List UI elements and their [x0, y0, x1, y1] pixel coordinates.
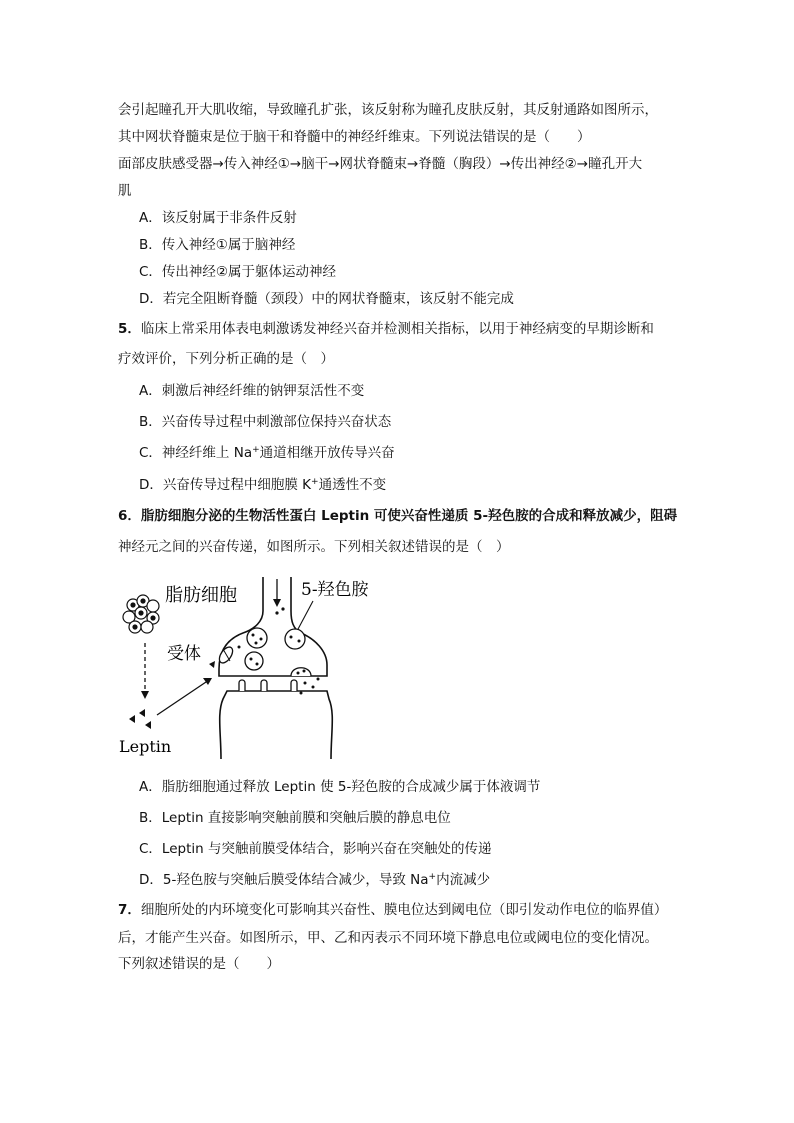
- q4-option-c: C．传出神经②属于躯体运动神经: [139, 264, 337, 280]
- q7-stem-line-3: 下列叙述错误的是（ ）: [118, 956, 280, 972]
- leptin-at-receptor-icon: [209, 661, 215, 668]
- q4-reflex-pathway-line-2: 肌: [118, 183, 132, 199]
- receptor-label: 受体: [167, 644, 201, 664]
- q4-option-b: B．传入神经①属于脑神经: [139, 237, 296, 253]
- vesicle: [245, 652, 263, 670]
- q5-stem-line-1: 5．临床上常采用体表电刺激诱发神经兴奋并检测相关指标，以用于神经病变的早期诊断和: [118, 321, 654, 337]
- impulse-arrowhead-icon: [273, 599, 281, 607]
- q6-number: 6．: [118, 508, 141, 524]
- synapse-diagram: [115, 573, 385, 763]
- q4-option-d: D．若完全阻断脊髓（颈段）中的网状脊髓束，该反射不能完成: [139, 291, 514, 307]
- q7-number: 7．: [118, 902, 141, 918]
- leptin-molecules-icon: [129, 709, 151, 729]
- secretion-arrowhead-icon: [141, 691, 149, 699]
- serotonin-dots-icon: [275, 607, 284, 614]
- q5-option-d: D．兴奋传导过程中细胞膜 K+通透性不变: [139, 477, 387, 493]
- q6-option-d: D．5-羟色胺与突触后膜受体结合减少，导致 Na+内流减少: [139, 872, 491, 888]
- q5-option-c: C．神经纤维上 Na+通道相继开放传导兴奋: [139, 445, 395, 461]
- q4-option-a: A．该反射属于非条件反射: [139, 210, 297, 226]
- q7-stem-line-1: 7．细胞所处的内环境变化可影响其兴奋性、膜电位达到阈电位（即引发动作电位的临界值）: [118, 902, 668, 918]
- vesicle: [247, 628, 267, 648]
- q4-stem-line-1: 会引起瞳孔开大肌收缩，导致瞳孔扩张，该反射称为瞳孔皮肤反射，其反射通路如图所示，: [118, 102, 658, 118]
- q7-stem-line-2: 后，才能产生兴奋。如图所示，甲、乙和丙表示不同环境下静息电位或阈电位的变化情况。: [118, 930, 658, 946]
- leptin-binding-arrow: [157, 680, 209, 715]
- fat-cell-label: 脂肪细胞: [165, 585, 237, 606]
- postsynaptic-membrane: [220, 691, 333, 759]
- synaptic-vesicles: [245, 628, 311, 676]
- q5-number: 5．: [118, 321, 141, 337]
- q4-stem-line-2: 其中网状脊髓束是位于脑干和脊髓中的神经纤维束。下列说法错误的是（ ）: [118, 129, 591, 145]
- q5-stem-line-2: 疗效评价，下列分析正确的是（ ）: [118, 351, 334, 367]
- q5-option-b: B．兴奋传导过程中刺激部位保持兴奋状态: [139, 414, 392, 430]
- vesicle: [285, 629, 305, 649]
- leptin-label: Leptin: [119, 737, 172, 756]
- leptin-binding-arrowhead-icon: [203, 678, 212, 685]
- serotonin-label: 5-羟色胺: [301, 580, 369, 600]
- q6-stem-line-2: 神经元之间的兴奋传递，如图所示。下列相关叙述错误的是（ ）: [118, 539, 510, 555]
- postsynaptic-receptors: [239, 680, 297, 691]
- q6-option-b: B．Leptin 直接影响突触前膜和突触后膜的静息电位: [139, 810, 451, 826]
- released-serotonin-icon: [300, 678, 320, 695]
- fusing-vesicle: [291, 668, 311, 676]
- q4-reflex-pathway-line-1: 面部皮肤感受器→传入神经①→脑干→网状脊髓束→脊髓（胸段）→传出神经②→瞳孔开大: [118, 156, 643, 172]
- q6-option-c: C．Leptin 与突触前膜受体结合，影响兴奋在突触处的传递: [139, 841, 492, 857]
- q6-stem-line-1: 6．脂肪细胞分泌的生物活性蛋白 Leptin 可使兴奋性递质 5-羟色胺的合成和释放减少，阻碍: [118, 508, 678, 524]
- q6-option-a: A．脂肪细胞通过释放 Leptin 使 5-羟色胺的合成减少属于体液调节: [139, 779, 541, 795]
- serotonin-pointer-line: [297, 601, 313, 631]
- fat-cell-cluster-icon: [123, 595, 159, 633]
- q5-option-a: A．刺激后神经纤维的钠钾泵活性不变: [139, 383, 365, 399]
